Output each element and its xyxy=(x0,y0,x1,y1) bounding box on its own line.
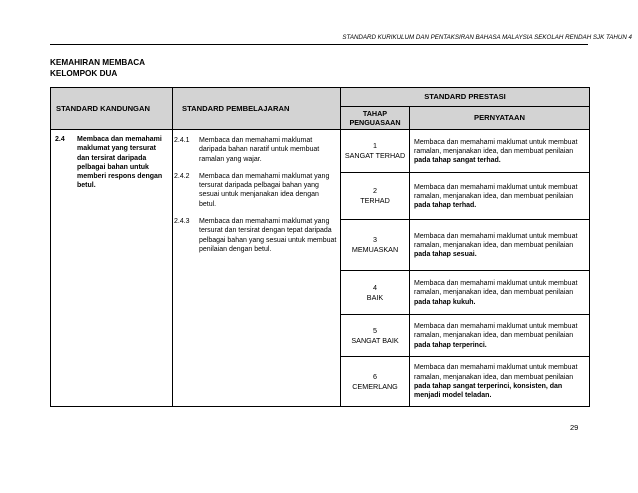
header-divider xyxy=(50,44,588,45)
standard-kandungan-cell xyxy=(51,130,173,407)
level-description-emphasis: pada tahap sesuai. xyxy=(414,251,477,259)
sp-item-text: Membaca dan memahami maklumat yang tersurat daripada pelbagai bahan yang sesuai untuk menjanakan idea dengan betul. xyxy=(199,172,330,208)
level-description xyxy=(410,220,590,271)
sp-item-number: 2.4.3 xyxy=(174,218,190,226)
section-title-line-1: KEMAHIRAN MEMBACA xyxy=(50,58,146,67)
level-name: BAIK xyxy=(366,292,384,302)
curriculum-table xyxy=(50,87,590,407)
level-number: 2 xyxy=(373,186,377,195)
section-title-line-2: KELOMPOK DUA xyxy=(50,69,118,78)
header-tahap-penguasaan: TAHAP PENGUASAAN xyxy=(341,107,410,130)
level-name: CEMERLANG xyxy=(352,381,398,391)
level-description-text: Membaca dan memahami maklumat untuk membuat ramalan, menjanakan idea, dan membuat penilaian xyxy=(414,138,578,155)
level-description-text: Membaca dan memahami maklumat untuk membuat ramalan, menjanakan idea, dan membuat penilaian xyxy=(414,183,578,200)
level-name: MEMUASKAN xyxy=(351,245,399,254)
header-standard-kandungan: STANDARD KANDUNGAN xyxy=(51,88,173,130)
level-description-text: Membaca dan memahami maklumat untuk membuat ramalan, menjanakan idea, dan membuat penilaian xyxy=(414,232,578,249)
level-cell xyxy=(341,220,410,271)
level-description-emphasis: pada tahap sangat terhad. xyxy=(414,157,501,165)
page-number: 29 xyxy=(570,423,579,432)
sp-item-number: 2.4.1 xyxy=(174,137,190,144)
level-description-text: Membaca dan memahami maklumat untuk membuat ramalan, menjanakan idea, dan membuat penilaian xyxy=(414,280,578,297)
level-cell xyxy=(341,357,410,407)
level-name: SANGAT TERHAD xyxy=(344,151,406,160)
level-description-text: Membaca dan memahami maklumat untuk membuat ramalan, menjanakan idea, dan membuat penilaian xyxy=(414,364,578,381)
level-cell xyxy=(341,271,410,315)
level-number: 1 xyxy=(373,141,377,150)
standard-pembelajaran-item xyxy=(173,172,337,209)
level-number: 4 xyxy=(373,282,377,292)
level-description-emphasis: pada tahap terperinci. xyxy=(414,341,487,349)
standard-kandungan-text: Membaca dan memahami maklumat yang tersurat dan tersirat daripada pelbagai bahan untuk memberi respons dengan betul. xyxy=(77,136,163,190)
section-title xyxy=(50,57,145,79)
level-description xyxy=(410,271,590,315)
level-description-emphasis: pada tahap sangat terperinci, konsisten, dan menjadi model teladan. xyxy=(414,383,563,400)
standard-pembelajaran-item xyxy=(173,136,337,164)
header-pernyataan: PERNYATAAN xyxy=(410,107,590,130)
level-number: 5 xyxy=(373,325,377,335)
standard-kandungan-number: 2.4 xyxy=(55,136,65,143)
level-cell xyxy=(341,173,410,220)
level-description-emphasis: pada tahap terhad. xyxy=(414,202,477,210)
level-description-emphasis: pada tahap kukuh. xyxy=(414,298,476,306)
level-description xyxy=(410,357,590,407)
standard-pembelajaran-cell xyxy=(173,130,341,407)
level-number: 6 xyxy=(373,371,377,381)
sp-item-text: Membaca dan memahami maklumat daripada bahan naratif untuk membuat ramalan yang wajar. xyxy=(199,137,320,163)
level-description-text: Membaca dan memahami maklumat untuk membuat ramalan, menjanakan idea, dan membuat penilaian xyxy=(414,323,578,340)
level-name: SANGAT BAIK xyxy=(351,335,399,345)
level-description xyxy=(410,130,590,173)
document-header: STANDARD KURIKULUM DAN PENTAKSIRAN BAHASA MALAYSIA SEKOLAH RENDAH SJK TAHUN 4 xyxy=(342,34,632,41)
level-description xyxy=(410,315,590,357)
level-name: TERHAD xyxy=(360,196,390,205)
header-standard-prestasi: STANDARD PRESTASI xyxy=(341,88,590,107)
level-number: 3 xyxy=(373,235,377,244)
standard-pembelajaran-item xyxy=(173,217,337,254)
sp-item-text: Membaca dan memahami maklumat yang tersurat dan tersirat dengan tepat daripada pelbagai bahan yang sesuai untuk membuat penilaian dengan betul. xyxy=(199,218,337,253)
level-cell xyxy=(341,130,410,173)
level-cell xyxy=(341,315,410,357)
header-standard-pembelajaran: STANDARD PEMBELAJARAN xyxy=(173,88,341,130)
sp-item-number: 2.4.2 xyxy=(174,172,190,180)
level-description xyxy=(410,173,590,220)
